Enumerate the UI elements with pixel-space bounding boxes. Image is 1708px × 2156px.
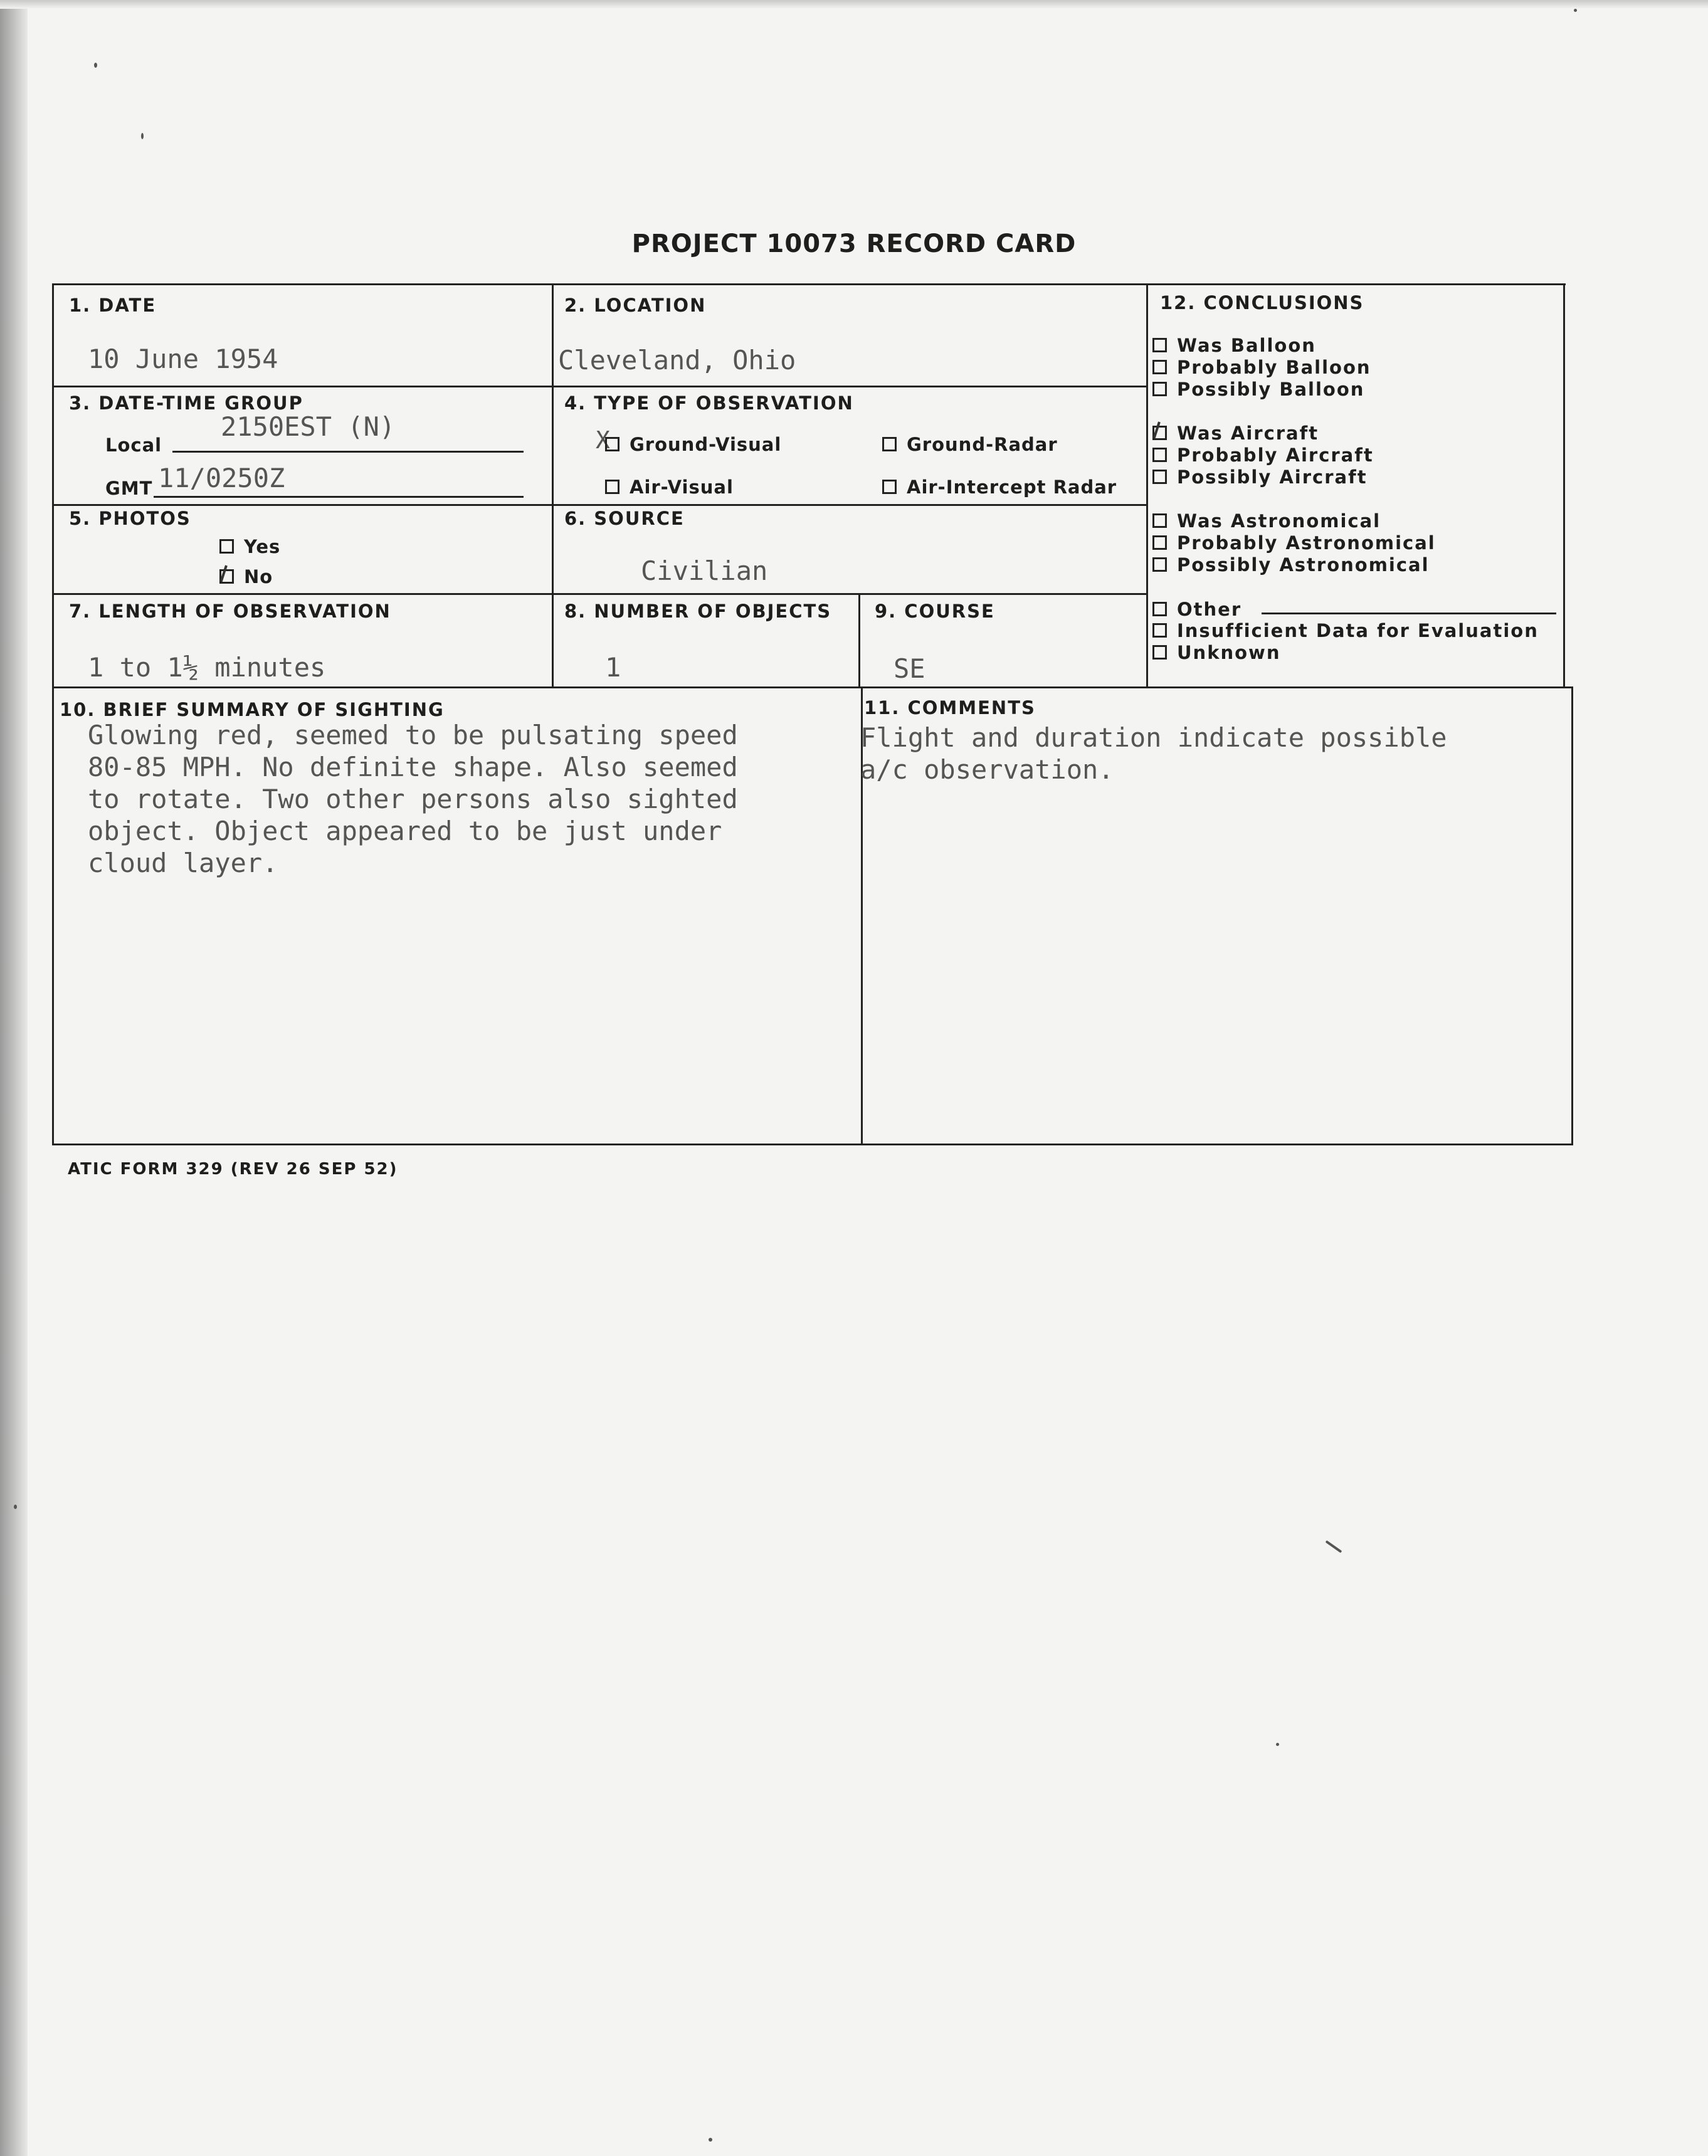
gmt-time-value: 11/0250Z — [158, 463, 285, 493]
comment-line: Flight and duration indicate possible — [860, 722, 1447, 753]
local-underline — [172, 451, 524, 453]
checked-box-icon — [219, 569, 234, 584]
conclusions-label: 12. CONCLUSIONS — [1160, 292, 1364, 313]
checkbox-icon — [605, 480, 619, 494]
ground-visual-mark: X — [596, 426, 610, 454]
comments-text — [860, 722, 1447, 785]
other-underline — [1262, 613, 1556, 614]
type-of-observation-label: 4. TYPE OF OBSERVATION — [564, 392, 854, 414]
local-label: Local — [105, 434, 162, 456]
conclusion-probably-balloon[interactable]: Probably Balloon — [1152, 357, 1371, 378]
summary-line: to rotate. Two other persons also sighted — [88, 784, 738, 814]
option-ground-visual[interactable]: Ground-Visual — [605, 434, 781, 455]
scan-edge-top — [0, 0, 1708, 9]
checkbox-icon — [1152, 602, 1167, 616]
checked-box-icon — [1152, 426, 1167, 440]
gmt-label: GMT — [105, 478, 153, 499]
option-air-intercept-radar[interactable]: Air-Intercept Radar — [882, 476, 1117, 498]
conclusion-possibly-aircraft[interactable]: Possibly Aircraft — [1152, 466, 1368, 488]
gmt-underline — [154, 496, 524, 498]
course-value: SE — [894, 653, 925, 684]
checkbox-icon — [1152, 470, 1167, 484]
checkbox-icon — [219, 539, 234, 554]
conclusion-insufficient-data[interactable]: Insufficient Data for Evaluation — [1152, 620, 1539, 641]
checkbox-icon — [1152, 623, 1167, 638]
source-value: Civilian — [641, 555, 768, 586]
scan-edge-left — [0, 0, 28, 2156]
conclusion-was-astronomical[interactable]: Was Astronomical — [1152, 510, 1381, 532]
summary-line: Glowing red, seemed to be pulsating speed — [88, 720, 738, 750]
scan-speck — [1326, 1540, 1342, 1553]
conclusion-unknown[interactable]: Unknown — [1152, 642, 1281, 663]
scan-speck — [1276, 1743, 1279, 1746]
checkbox-icon — [1152, 382, 1167, 396]
conclusion-probably-astronomical[interactable]: Probably Astronomical — [1152, 532, 1436, 554]
brief-summary-label: 10. BRIEF SUMMARY OF SIGHTING — [60, 699, 445, 720]
date-label: 1. DATE — [69, 295, 157, 316]
checkbox-icon — [1152, 645, 1167, 660]
scan-speck — [709, 2138, 712, 2142]
checkbox-icon — [1152, 557, 1167, 572]
conclusion-was-aircraft[interactable]: Was Aircraft — [1152, 423, 1319, 444]
scan-speck — [94, 63, 97, 68]
course-label: 9. COURSE — [875, 601, 995, 622]
local-time-value: 2150EST (N) — [221, 411, 396, 442]
comment-line: a/c observation. — [860, 754, 1114, 785]
summary-line: cloud layer. — [88, 848, 278, 878]
scan-speck — [1574, 9, 1577, 12]
date-value: 10 June 1954 — [88, 344, 278, 374]
conclusion-other[interactable]: Other — [1152, 599, 1241, 620]
checkbox-icon — [882, 437, 897, 451]
conclusion-possibly-balloon[interactable]: Possibly Balloon — [1152, 379, 1364, 400]
location-value: Cleveland, Ohio — [558, 345, 796, 376]
source-label: 6. SOURCE — [564, 508, 685, 529]
length-of-observation-label: 7. LENGTH OF OBSERVATION — [69, 601, 391, 622]
date-time-group-label: 3. DATE-TIME GROUP — [69, 392, 303, 414]
conclusion-possibly-astronomical[interactable]: Possibly Astronomical — [1152, 554, 1430, 576]
scan-speck — [141, 133, 144, 139]
option-ground-radar[interactable]: Ground-Radar — [882, 434, 1058, 455]
option-photos-yes[interactable]: Yes — [219, 536, 280, 557]
form-id: ATIC FORM 329 (REV 26 SEP 52) — [68, 1160, 398, 1179]
photos-label: 5. PHOTOS — [69, 508, 191, 529]
checkbox-icon — [605, 437, 619, 451]
comments-label: 11. COMMENTS — [864, 697, 1036, 718]
checkbox-icon — [1152, 535, 1167, 550]
conclusion-was-balloon[interactable]: Was Balloon — [1152, 335, 1316, 356]
summary-line: 80-85 MPH. No definite shape. Also seemed — [88, 752, 738, 782]
checkbox-icon — [1152, 448, 1167, 462]
location-label: 2. LOCATION — [564, 295, 707, 316]
option-photos-no[interactable]: No — [219, 566, 273, 587]
checkbox-icon — [1152, 513, 1167, 528]
option-air-visual[interactable]: Air-Visual — [605, 476, 734, 498]
number-of-objects-label: 8. NUMBER OF OBJECTS — [564, 601, 832, 622]
checkbox-icon — [1152, 338, 1167, 352]
length-of-observation-value: 1 to 1½ minutes — [88, 652, 326, 683]
brief-summary-text — [88, 720, 738, 878]
checkbox-icon — [1152, 360, 1167, 374]
checkbox-icon — [882, 480, 897, 494]
conclusion-probably-aircraft[interactable]: Probably Aircraft — [1152, 444, 1374, 466]
number-of-objects-value: 1 — [605, 652, 621, 683]
card-title: PROJECT 10073 RECORD CARD — [631, 229, 1077, 258]
scan-speck — [14, 1505, 17, 1509]
summary-line: object. Object appeared to be just under — [88, 816, 722, 846]
